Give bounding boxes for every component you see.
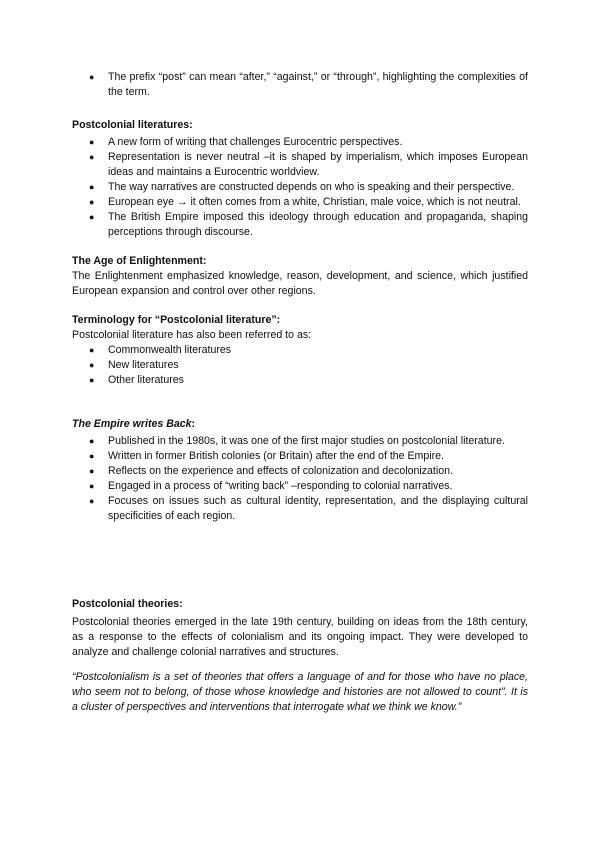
bullet-icon: ● <box>89 212 95 222</box>
list-item: ● The prefix “post” can mean “after,” “against,” or “through”, highlighting the complexities of the term. <box>89 71 528 98</box>
bullet-icon: ● <box>89 345 95 355</box>
book-title: The Empire writes Back <box>72 418 192 430</box>
bullet-icon: ● <box>89 436 95 446</box>
theories-quote: “Postcolonialism is a set of theories that offers a language of and for those who have no place, who seem not to belong, of those whose knowledge and histories are not allowed to count”. It is a cluster of perspectives and interventions that interrogate what we think we know.” <box>72 671 528 713</box>
bullet-icon: ● <box>89 481 95 491</box>
list-item: ● European eye → it often comes from a white, Christian, male voice, which is not neutral. <box>89 196 521 208</box>
prefix-list <box>72 70 528 100</box>
list-item: ● Published in the 1980s, it was one of the first major studies on postcolonial literature. <box>89 435 505 447</box>
terminology-list <box>72 343 528 388</box>
enlightenment-body: The Enlightenment emphasized knowledge, reason, development, and science, which justified European expansion and control over other regions. <box>72 270 528 297</box>
list-item: ● New literatures <box>89 359 179 371</box>
bullet-icon: ● <box>89 360 95 370</box>
list-item: ● Commonwealth literatures <box>89 344 232 356</box>
section-heading-terminology: Terminology for “Postcolonial literature”: <box>72 314 281 326</box>
list-item: ● Reflects on the experience and effects of colonization and decolonization. <box>89 465 453 477</box>
bullet-icon: ● <box>89 197 95 207</box>
empire-list <box>72 434 528 524</box>
bullet-icon: ● <box>89 152 95 162</box>
terminology-intro: Postcolonial literature has also been referred to as: <box>72 329 312 341</box>
section-heading-empire: The Empire writes Back: <box>72 418 196 430</box>
theories-body: Postcolonial theories emerged in the late 19th century, building on ideas from the 18th century, as a response to the effects of colonialism and its ongoing impact. They were developed to analyze and challenge colonial narratives and structures. <box>72 616 528 658</box>
bullet-icon: ● <box>89 375 95 385</box>
bullet-icon: ● <box>89 451 95 461</box>
bullet-icon: ● <box>89 466 95 476</box>
bullet-icon: ● <box>89 72 95 82</box>
list-item: ● A new form of writing that challenges Eurocentric perspectives. <box>89 136 403 148</box>
bullet-icon: ● <box>89 182 95 192</box>
list-item: ● Engaged in a process of “writing back” –responding to colonial narratives. <box>89 480 453 492</box>
list-item: ● Focuses on issues such as cultural identity, representation, and the displaying cultural specificities of each region. <box>89 495 528 522</box>
list-item: ● Other literatures <box>89 374 184 386</box>
literatures-list <box>72 135 528 240</box>
section-heading-theories: Postcolonial theories: <box>72 598 183 610</box>
list-item: ● The British Empire imposed this ideology through education and propaganda, shaping perceptions through discourse. <box>89 211 528 238</box>
section-heading-literatures: Postcolonial literatures: <box>72 119 193 131</box>
bullet-icon: ● <box>89 137 95 147</box>
list-item: ● Written in former British colonies (or Britain) after the end of the Empire. <box>89 450 444 462</box>
document-page <box>72 70 528 715</box>
list-item: ● Representation is never neutral –it is shaped by imperialism, which imposes European ideas and maintains a Eurocentric worldview. <box>89 151 528 178</box>
list-item: ● The way narratives are constructed depends on who is speaking and their perspective. <box>89 181 515 193</box>
section-heading-enlightenment: The Age of Enlightenment: <box>72 255 207 267</box>
bullet-icon: ● <box>89 496 95 506</box>
